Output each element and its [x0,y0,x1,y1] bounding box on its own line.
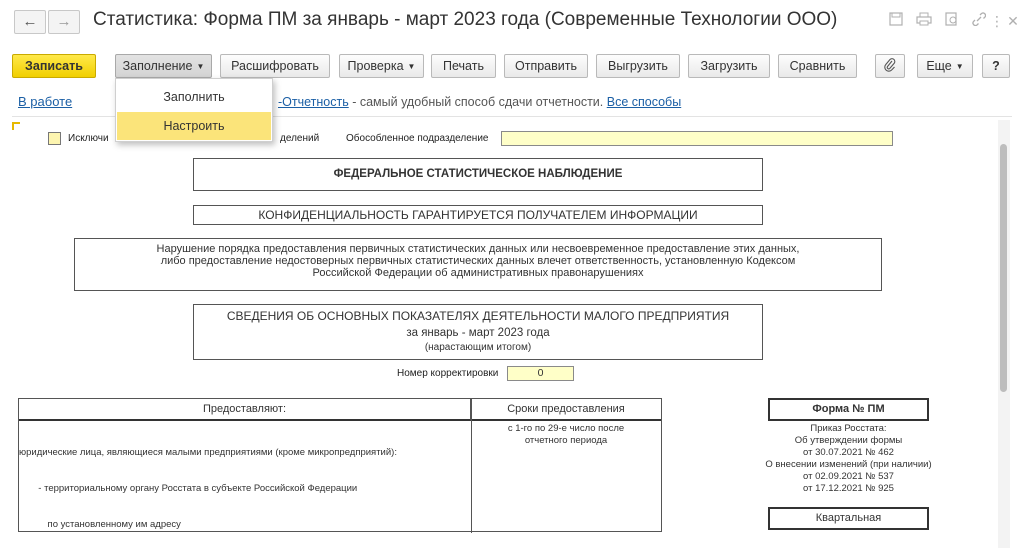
caret-down-icon: ▼ [955,62,964,71]
subdivision-field[interactable] [501,131,893,146]
subdivision-label: Обособленное подразделение [346,133,489,144]
deadlines-line: с 1-го по 29-е число после [507,423,625,434]
column-divider [471,399,472,533]
caret-down-icon: ▼ [196,62,205,71]
order-line: О внесении изменений (при наличии) [765,459,932,470]
compare-button[interactable]: Сравнить [778,54,857,78]
back-button[interactable]: ← [14,10,46,34]
check-label: Проверка [347,59,404,73]
preview-icon[interactable] [943,12,961,30]
deadlines-cell [473,423,659,447]
menu-item-fill[interactable]: Заполнить [163,90,225,104]
check-dropdown-button[interactable] [339,54,424,78]
vertical-scrollbar[interactable] [998,120,1010,548]
order-line: Об утверждении формы [794,435,903,446]
order-line: от 02.09.2021 № 537 [803,471,894,482]
all-ways-link[interactable]: Все способы [606,95,682,109]
cumulative-note: (нарастающим итогом) [424,342,532,353]
save-button[interactable]: Записать [12,54,96,78]
upload-button[interactable]: Выгрузить [596,54,680,78]
warning-line: Нарушение порядка предоставления первичных статистических данных или несвоевременное предоставление этих данных, [156,243,800,255]
report-title-box [193,304,763,360]
info-description: - самый удобный способ сдачи отчетности. [348,95,607,109]
fill-label: Заполнение [122,59,193,73]
column-header-deadlines: Сроки предоставления [471,399,661,421]
menu-item-configure[interactable]: Настроить [117,112,271,140]
providers-table [18,398,662,532]
correction-label: Номер корректировки [397,368,499,379]
deadlines-line: отчетного периода [524,435,608,446]
order-line: Приказ Росстата: [810,423,887,434]
providers-cell [19,423,469,550]
print-button[interactable]: Печать [431,54,496,78]
providers-line: по установленному им адресу [37,519,181,530]
warning-box [74,238,882,291]
decode-button[interactable]: Расшифровать [220,54,330,78]
fill-dropdown-button[interactable] [115,54,212,78]
window-title: Статистика: Форма ПМ за январь - март 2023 года (Современные Технологии ООО) [93,9,838,30]
warning-line: Российской Федерации об административных правонарушениях [312,267,644,279]
caret-down-icon: ▼ [407,62,416,71]
attach-button[interactable] [875,54,905,78]
help-button[interactable]: ? [982,54,1010,78]
load-button[interactable]: Загрузить [688,54,770,78]
periodicity-box: Квартальная [768,507,929,530]
corner-marker [12,122,20,130]
report-form [12,122,1010,550]
title-bar [0,0,1024,44]
status-link[interactable]: В работе [18,94,73,109]
save-icon[interactable] [887,12,905,30]
order-line: от 30.07.2021 № 462 [803,447,894,458]
warning-line: либо предоставление недостоверных первичных статистических данных влечет ответственность, установленную Кодексом [160,255,796,267]
more-button[interactable] [917,54,973,78]
more-vert-icon[interactable]: ⋮ [990,13,1004,29]
correction-field[interactable]: 0 [507,366,574,381]
form-name-box: Форма № ПМ [768,398,929,421]
column-header-providers: Предоставляют: [19,399,471,421]
providers-line: юридические лица, являющиеся малыми предприятиями (кроме микропредприятий): [19,447,397,458]
fill-dropdown-menu [115,78,273,142]
providers-line: - территориальному органу Росстата в субъекте Российской Федерации [33,483,358,494]
federal-title: ФЕДЕРАЛЬНОЕ СТАТИСТИЧЕСКОЕ НАБЛЮДЕНИЕ [193,158,763,191]
scrollbar-thumb[interactable] [1000,144,1007,392]
exclude-checkbox[interactable] [48,132,61,145]
close-icon[interactable]: ✕ [1007,13,1019,29]
report-period: за январь - март 2023 года [406,327,550,339]
forward-button[interactable]: → [48,10,80,34]
link-icon[interactable] [970,12,988,30]
print-icon[interactable] [915,12,933,30]
confidential-title: КОНФИДЕНЦИАЛЬНОСТЬ ГАРАНТИРУЕТСЯ ПОЛУЧАТЕЛЕМ ИНФОРМАЦИИ [193,205,763,225]
reporting-link[interactable]: -Отчетность [278,95,349,109]
order-line: от 17.12.2021 № 925 [803,483,894,494]
exclude-label-tail: делений [280,133,320,144]
more-label: Еще [926,59,952,73]
paperclip-icon [884,59,896,73]
order-info [746,423,951,495]
send-button[interactable]: Отправить [504,54,588,78]
exclude-label: Исключи [68,133,109,144]
report-title: СВЕДЕНИЯ ОБ ОСНОВНЫХ ПОКАЗАТЕЛЯХ ДЕЯТЕЛЬНОСТИ МАЛОГО ПРЕДПРИЯТИЯ [226,309,730,323]
info-text [278,95,681,109]
